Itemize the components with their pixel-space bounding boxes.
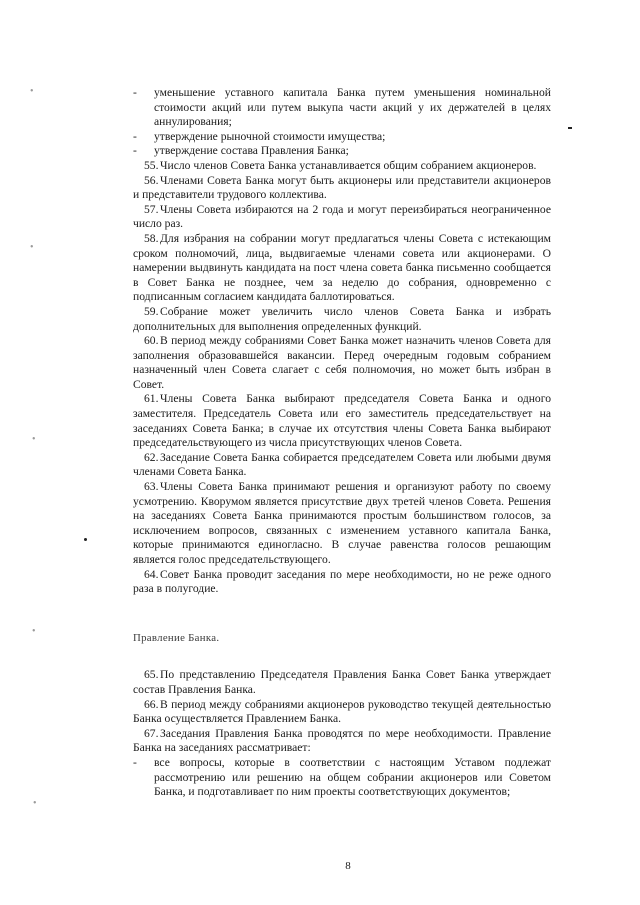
list-item: - уменьшение уставного капитала Банка путем уменьшения номинальной стоимости акций или путем выкупа части акций у их держателей в целях аннулирования; (133, 86, 551, 129)
paragraph-text: Заседание Совета Банка собирается председателем Совета или любыми двумя членами Совета Банка. (133, 450, 551, 479)
list-item: - утверждение рыночной стоимости имущества; (133, 129, 386, 143)
paragraph-text: Собрание может увеличить число членов Совета Банка и избрать дополнительных для выполнения определенных функций. (133, 304, 551, 333)
paragraph-number: 61. (144, 392, 159, 406)
paragraph-text: В период между собраниями Совет Банка может назначить членов Совета для заполнения образовавшейся вакансии. Перед очередным годовым собранием назначенный член Совета слагает с себя полномочия, но может быть избран в Совет. (133, 334, 551, 391)
paragraph-text: По представлению Председателя Правления Банка Совет Банка утверждает состав Правления Банка. (133, 668, 551, 696)
numbered-paragraph (133, 698, 551, 727)
margin-speck: • (30, 242, 34, 253)
numbered-paragraph (133, 174, 551, 203)
paragraph-text: Совет Банка проводит заседания по мере необходимости, но не реже одного раза в полугодие. (133, 567, 551, 596)
list-item: - все вопросы, которые в соответствии с настоящим Уставом подлежат рассмотрению или решению на общем собрании акционеров или Советом Банка, и подготавливает по ним проекты соответствующих документов; (133, 755, 551, 799)
section-heading: Правление Банка. (133, 631, 220, 644)
paragraph-number: 63. (144, 480, 159, 494)
paragraph-number: 57. (144, 202, 159, 216)
paragraph-text: Члены Совета Банка принимают решения и организуют работу по своему усмотрению. Кворумом является присутствие двух третей членов Совета. Решения на заседаниях Совета Банка принимаются простым большинством голосов, за исключением вопросов, связанных с изменением уставного капитала Банка, которые принимаются единогласно. В случае равенства голосов решающим является голос председательствующего. (133, 480, 551, 566)
numbered-paragraph (133, 334, 551, 392)
paragraph-number: 60. (144, 334, 159, 348)
numbered-paragraph (133, 232, 551, 305)
margin-speck: • (33, 798, 37, 809)
paragraph-text: Члены Совета избираются на 2 года и могут переизбираться неограниченное число раз. (133, 202, 551, 231)
document-body (133, 86, 551, 800)
paragraph-group (133, 668, 551, 756)
paragraph-text: Число членов Совета Банка устанавливается общим собранием акционеров. (160, 158, 537, 172)
scan-mark (568, 127, 572, 129)
paragraph-number: 56. (144, 173, 159, 187)
scan-mark (84, 538, 87, 541)
list-item: - утверждение состава Правления Банка; (133, 144, 349, 158)
paragraph-number: 62. (144, 450, 159, 464)
numbered-paragraph (133, 203, 551, 232)
page-number: 8 (345, 860, 351, 872)
paragraph-number: 64. (144, 567, 159, 581)
paragraph-number: 65. (144, 668, 159, 682)
numbered-paragraph (133, 568, 551, 597)
numbered-paragraph (133, 727, 551, 756)
paragraph-number: 55. (144, 158, 159, 172)
numbered-paragraph (133, 392, 551, 450)
paragraph-group (133, 159, 551, 597)
numbered-paragraph (133, 159, 551, 174)
numbered-paragraph (133, 451, 551, 480)
margin-speck: • (32, 626, 36, 637)
paragraph-text: Заседания Правления Банка проводятся по мере необходимости. Правление Банка на заседаниях рассматривает: (133, 726, 551, 755)
numbered-paragraph (133, 480, 551, 568)
margin-speck: • (30, 86, 34, 97)
numbered-paragraph (133, 668, 551, 697)
paragraph-text: Членами Совета Банка могут быть акционеры или представители акционеров и представители трудового коллектива. (133, 173, 551, 202)
numbered-paragraph (133, 305, 551, 334)
paragraph-number: 66. (144, 697, 159, 711)
margin-speck: • (32, 434, 36, 445)
paragraph-text: Члены Совета Банка выбирают председателя Совета Банка и одного заместителя. Председатель Совета или его заместитель председательствует на заседаниях Совета Банка; в случае их отсутствия члены Совета Банка выбирают председательствующего из числа присутствующих членов Совета. (133, 392, 551, 450)
paragraph-number: 58. (144, 231, 159, 245)
paragraph-text: В период между собраниями акционеров руководство текущей деятельностью Банка осуществляется Правлением Банка. (133, 697, 551, 726)
paragraph-number: 59. (144, 304, 159, 318)
paragraph-text: Для избрания на собрании могут предлагаться члены Совета с истекающим сроком полномочий, лица, выдвигаемые членами совета или акционерами. О намерении выдвинуть кандидата на пост члена совета банка письменно сообщается в Совет Банка не позднее, чем за неделю до собрания, одновременно с подписанным согласием кандидата баллотироваться. (133, 231, 551, 304)
paragraph-number: 67. (144, 726, 159, 740)
